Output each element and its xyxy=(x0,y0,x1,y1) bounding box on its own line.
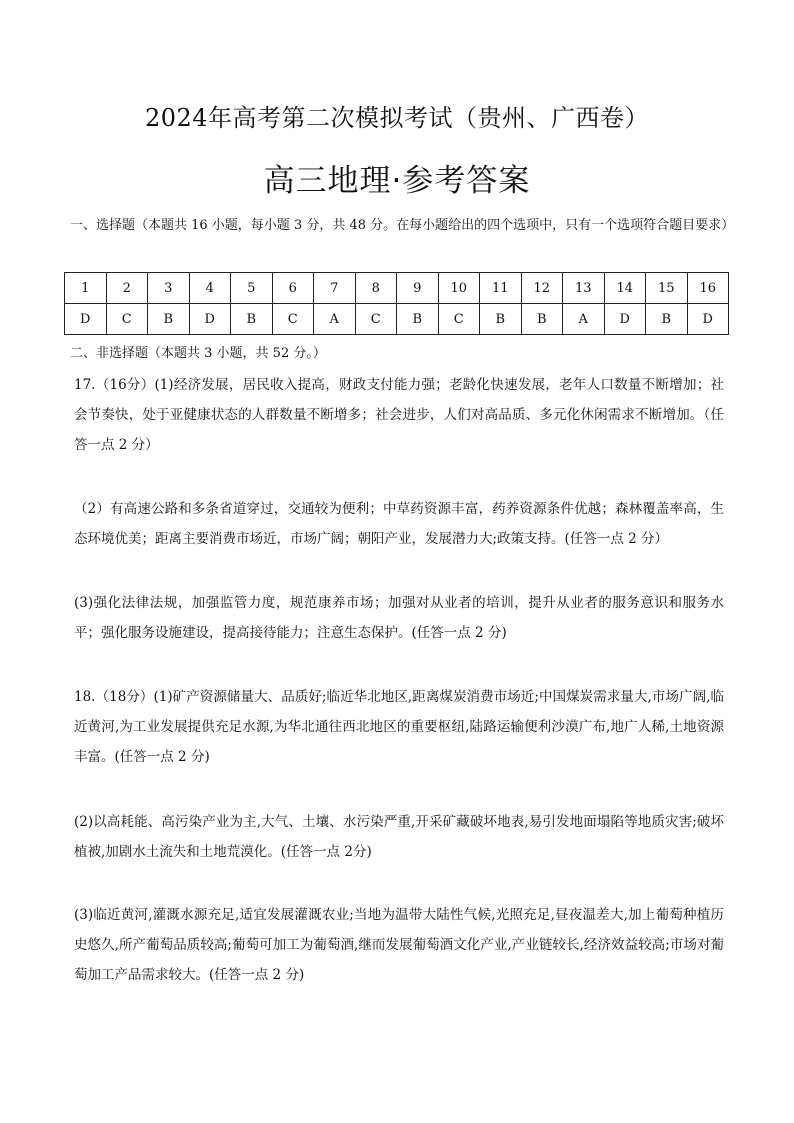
answer-cell: C xyxy=(438,304,480,335)
q17-part3-answer: (3)强化法律法规，加强监管力度，规范康养市场；加强对从业者的培训，提升从业者的服务意识和服务水平；强化服务设施建设，提高接待能力；注意生态保护。(任答一点 2 分) xyxy=(74,595,724,641)
answer-table xyxy=(64,272,729,335)
question-number: 12 xyxy=(521,273,563,304)
question-number: 16 xyxy=(687,273,729,304)
question-number: 9 xyxy=(397,273,439,304)
answer-cell: C xyxy=(272,304,314,335)
page-title: 高三地理·参考答案 xyxy=(263,163,531,199)
section2-heading: 二、非选择题（本题共 3 小题，共 52 分。） xyxy=(70,346,326,361)
answer-cell: B xyxy=(521,304,563,335)
question-number: 5 xyxy=(231,273,273,304)
question-number: 13 xyxy=(563,273,605,304)
question-number: 14 xyxy=(604,273,646,304)
answer-cell: B xyxy=(397,304,439,335)
question-number: 8 xyxy=(355,273,397,304)
answer-cell: B xyxy=(480,304,522,335)
q18-part2-answer: (2)以高耗能、高污染产业为主,大气、土壤、水污染严重,开采矿藏破坏地表,易引发地面塌陷等地质灾害;破坏植被,加剧水土流失和土地荒漠化。(任答一点 2分) xyxy=(74,814,724,860)
q17-part2-answer: （2）有高速公路和多条省道穿过，交通较为便利；中草药资源丰富，药养资源条件优越；森林覆盖率高，生态环境优美；距离主要消费市场近，市场广阔；朝阳产业，发展潜力大;政策支持。(任答一点 2 分） xyxy=(74,501,724,547)
answer-cell: B xyxy=(231,304,273,335)
question-number: 10 xyxy=(438,273,480,304)
section1-heading: 一、选择题（本题共 16 小题，每小题 3 分，共 48 分。在每小题给出的四个选项中，只有一个选项符合题目要求） xyxy=(70,218,735,233)
answer-cell: C xyxy=(355,304,397,335)
answer-cell: B xyxy=(646,304,688,335)
q18-part3-answer: (3)临近黄河,灌溉水源充足,适宜发展灌溉农业;当地为温带大陆性气候,光照充足,昼夜温差大,加上葡萄种植历史悠久,所产葡萄品质较高;葡萄可加工为葡萄酒,继而发展葡萄酒文化产业,产业链较长,经济效益较高;市场对葡萄加工产品需求较大。(任答一点 2 分) xyxy=(74,907,724,983)
question-number: 4 xyxy=(189,273,231,304)
question-number: 11 xyxy=(480,273,522,304)
answer-cell: D xyxy=(687,304,729,335)
exam-title: 2024年高考第二次模拟考试（贵州、广西卷） xyxy=(144,104,650,132)
question-number: 3 xyxy=(148,273,190,304)
q18-part1-answer: 18.（18分）(1)矿产资源储量大、品质好;临近华北地区,距离煤炭消费市场近;中国煤炭需求量大,市场广阔,临近黄河,为工业发展提供充足水源,为华北通往西北地区的重要枢纽,陆路运输便利沙漠广布,地广人稀,土地资源丰富。(任答一点 2 分) xyxy=(74,689,724,765)
question-number: 15 xyxy=(646,273,688,304)
question-number-row xyxy=(65,273,729,304)
answer-cell: D xyxy=(604,304,646,335)
answer-cell: A xyxy=(563,304,605,335)
answer-cell: C xyxy=(106,304,148,335)
question-number: 7 xyxy=(314,273,356,304)
answer-cell: A xyxy=(314,304,356,335)
question-number: 1 xyxy=(65,273,107,304)
answer-cell: B xyxy=(148,304,190,335)
question-number: 6 xyxy=(272,273,314,304)
answer-row xyxy=(65,304,729,335)
answer-cell: D xyxy=(189,304,231,335)
question-number: 2 xyxy=(106,273,148,304)
answer-cell: D xyxy=(65,304,107,335)
q17-part1-answer: 17.（16分）(1)经济发展，居民收入提高，财政支付能力强；老龄化快速发展，老年人口数量不断增加；社会节奏快，处于亚健康状态的人群数量不断增多；社会进步，人们对高品质、多元化休闲需求不断增加。（任答一点 2 分） xyxy=(74,377,724,453)
